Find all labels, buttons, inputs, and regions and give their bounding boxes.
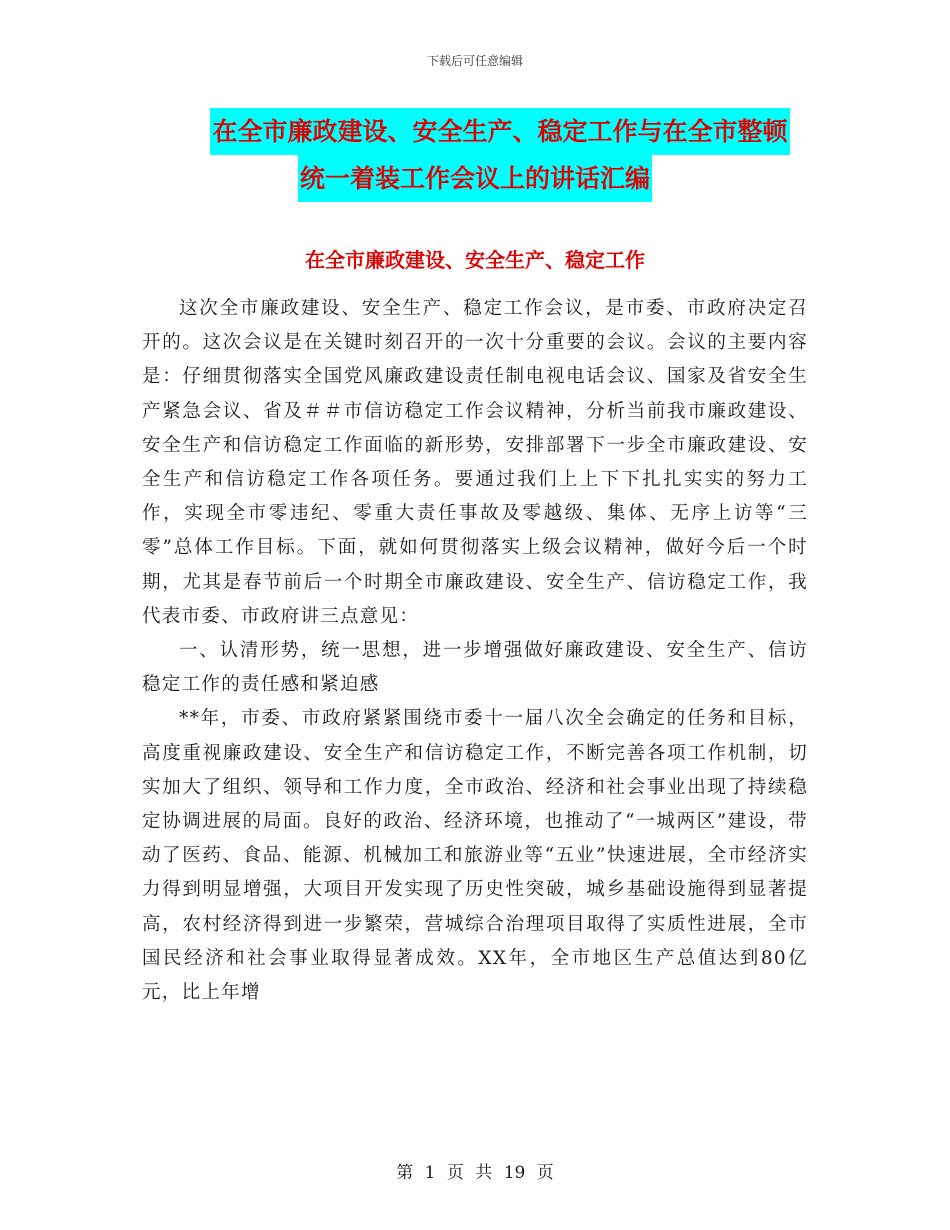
paragraph-intro: 这次全市廉政建设、安全生产、稳定工作会议，是市委、市政府决定召开的。这次会议是在关键时刻召开的一次十分重要的会议。会议的主要内容是：仔细贯彻落实全国党风廉政建设责任制电视电话会议、国家及省安全生产紧急会议、省及＃＃市信访稳定工作会议精神，分析当前我市廉政建设、安全生产和信访稳定工作面临的新形势，安排部署下一步全市廉政建设、安全生产和信访稳定工作各项任务。要通过我们上上下下扎扎实实的努力工作，实现全市零违纪、零重大责任事故及零越级、集体、无序上访等“三零”总体工作目标。下面，就如何贯彻落实上级会议精神，做好今后一个时期，尤其是春节前后一个时期全市廉政建设、安全生产、信访稳定工作，我代表市委、市政府讲三点意见： bbox=[142, 298, 808, 627]
document-title-line-1: 在全市廉政建设、安全生产、稳定工作与在全市整顿 bbox=[210, 108, 789, 155]
section-title: 在全市廉政建设、安全生产、稳定工作 bbox=[305, 248, 645, 272]
paragraph-heading-one: 一、认清形势，统一思想，进一步增强做好廉政建设、安全生产、信访稳定工作的责任感和紧迫感 bbox=[142, 640, 808, 696]
document-title-line-2: 统一着装工作会议上的讲话汇编 bbox=[298, 155, 652, 202]
page-number: 第 1 页 共 19 页 bbox=[396, 1163, 554, 1183]
document-body bbox=[142, 292, 808, 1010]
document-title bbox=[0, 108, 950, 202]
paragraph-review: **年，市委、市政府紧紧围绕市委十一届八次全会确定的任务和目标，高度重视廉政建设、安全生产和信访稳定工作，不断完善各项工作机制，切实加大了组织、领导和工作力度，全市政治、经济和社会事业出现了持续稳定协调进展的局面。良好的政治、经济环境，也推动了“一城两区”建设，带动了医药、食品、能源、机械加工和旅游业等“五业”快速进展，全市经济实力得到明显增强，大项目开发实现了历史性突破，城乡基础设施得到显著提高，农村经济得到进一步繁荣，营城综合治理项目取得了实质性进展，全市国民经济和社会事业取得显著成效。XX年，全市地区生产总值达到80亿元，比上年增 bbox=[142, 708, 808, 1004]
page-header-note: 下载后可任意编辑 bbox=[426, 54, 523, 68]
